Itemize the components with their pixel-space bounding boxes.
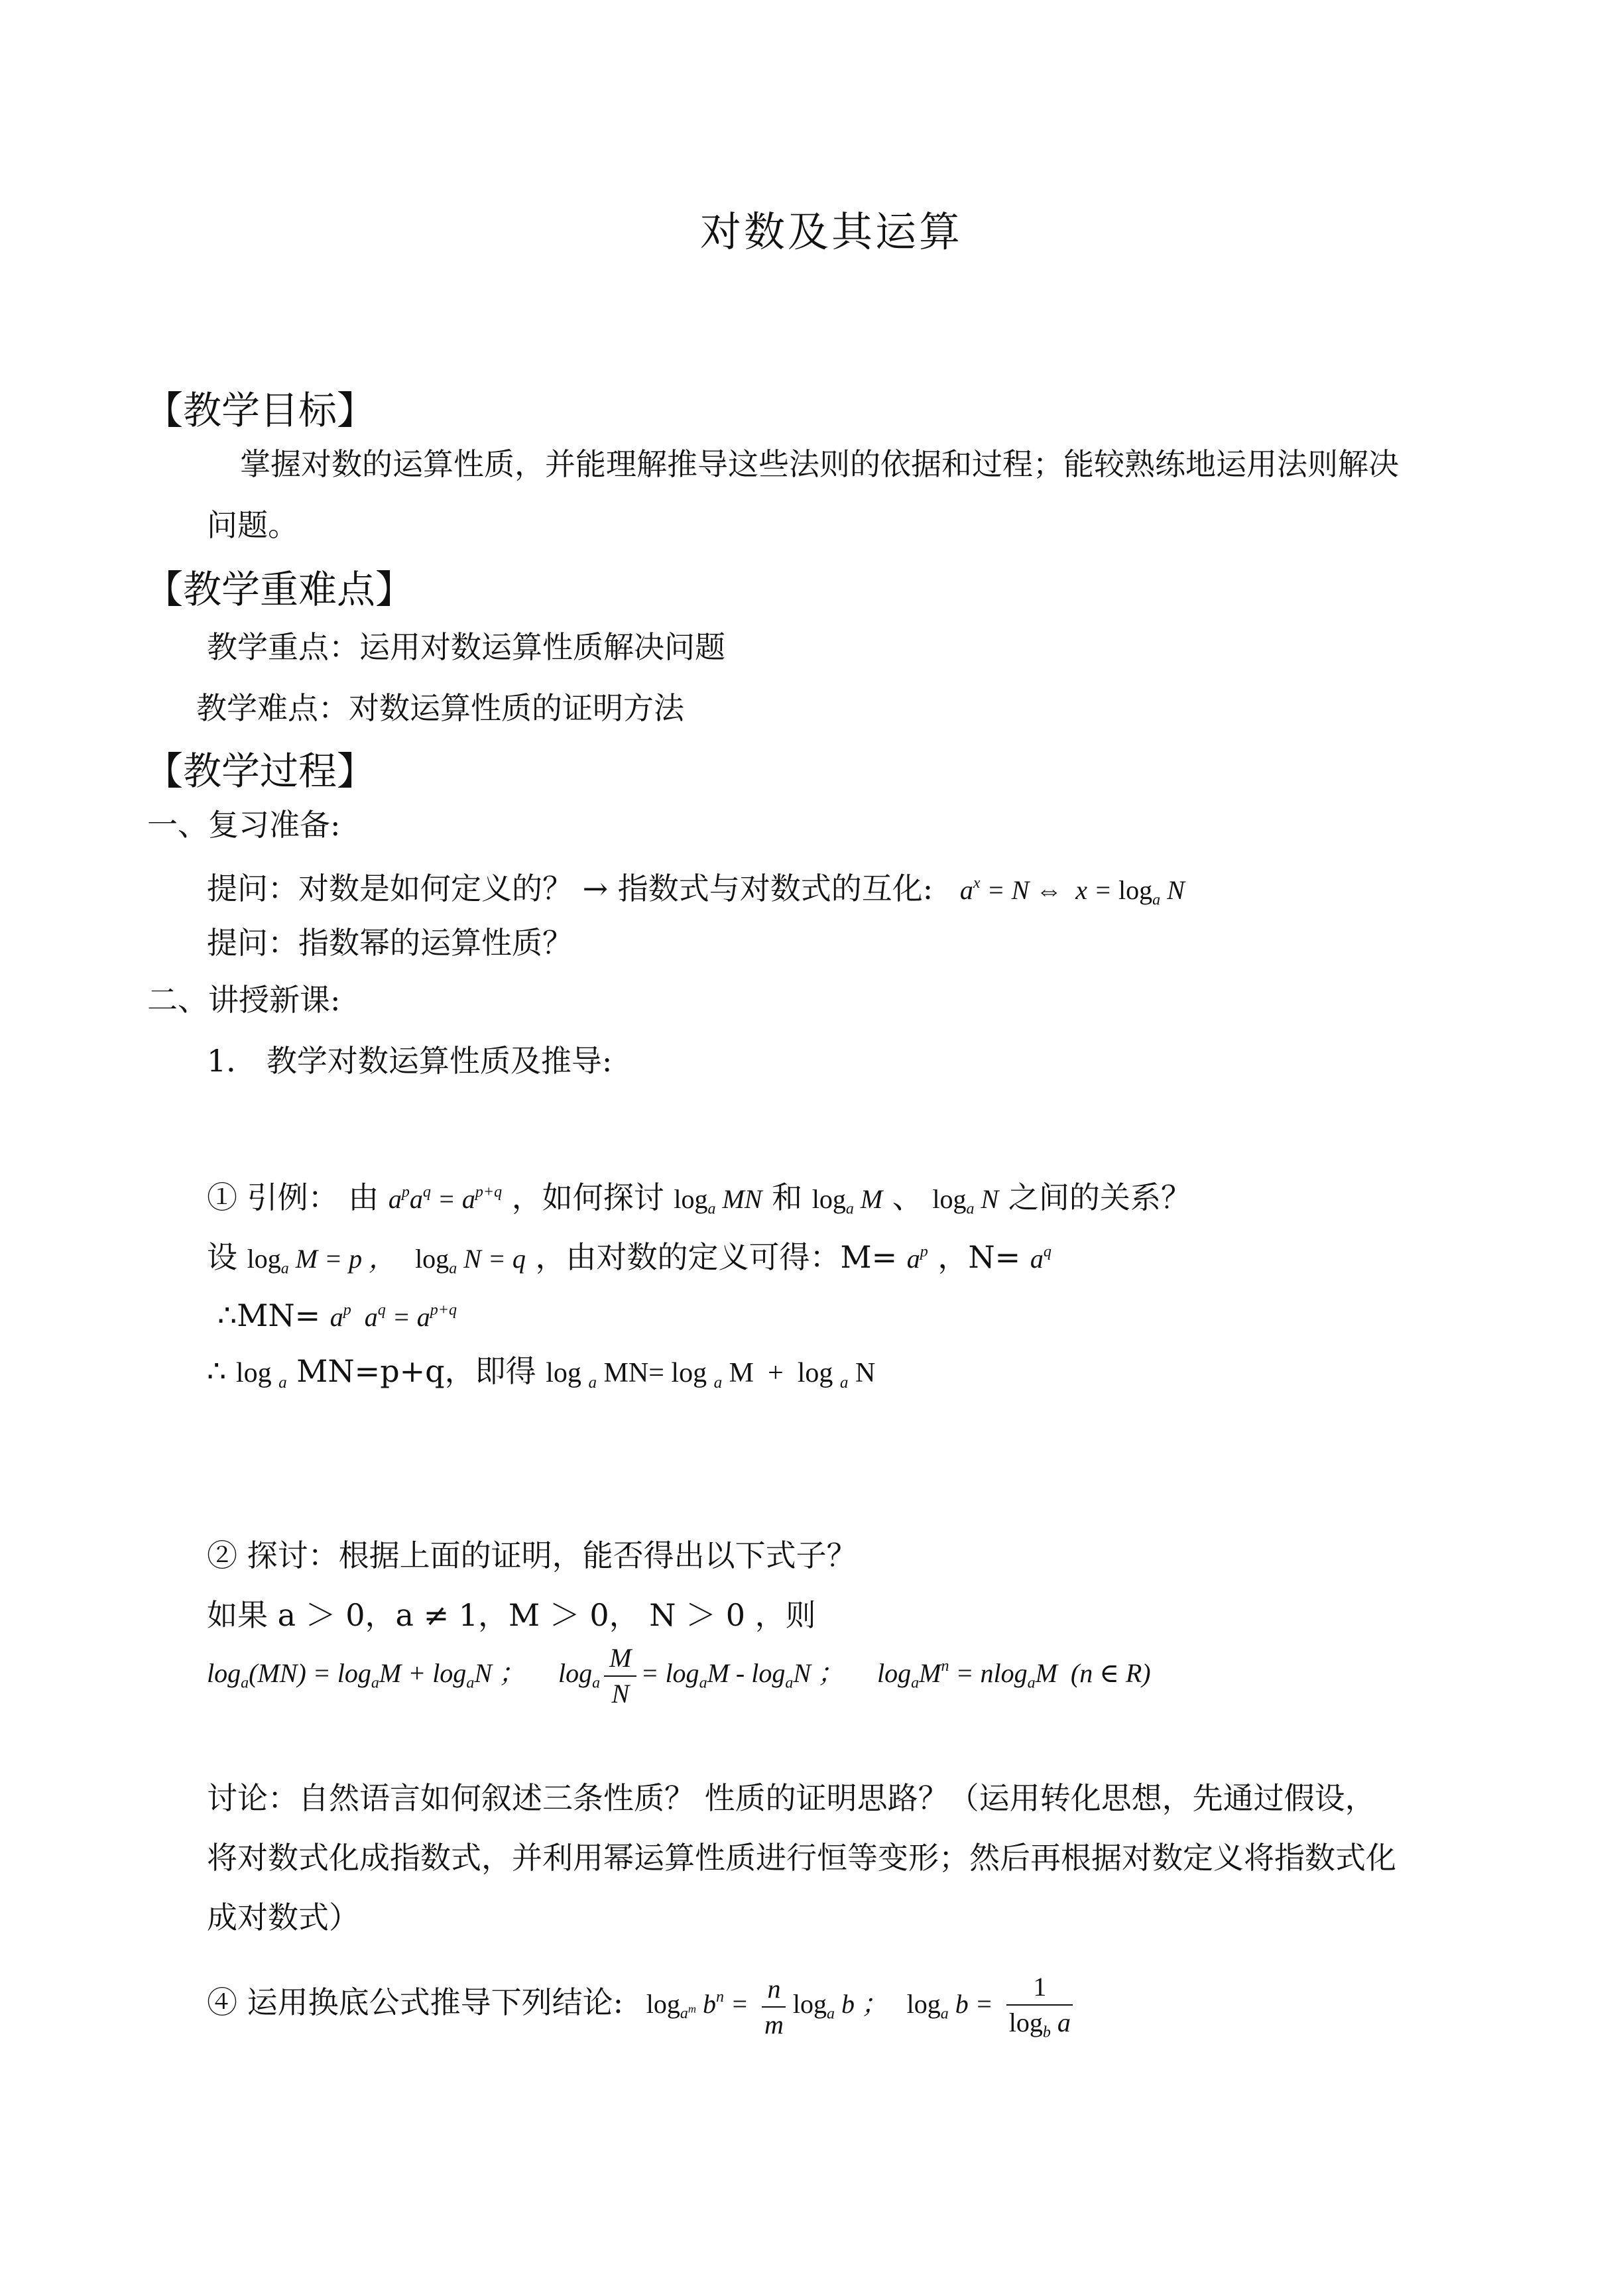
discussion-line-3: 成对数式） <box>207 1900 359 1935</box>
keypoint-difficulty: 教学难点：对数运算性质的证明方法 <box>196 690 684 726</box>
example-4 <box>207 1966 1080 2044</box>
let-n-text: ，N= <box>937 1239 1021 1275</box>
example-1-sep: 、 <box>892 1179 923 1215</box>
therefore-log-mn <box>207 1341 875 1414</box>
formula-mn-power: $a^p$ $a^q = a^{p+q}$ <box>330 1301 457 1332</box>
formula-power-product: $a^pa^q = a^{p+q}$ <box>388 1183 503 1214</box>
conditions: 如果 a ＞ 0，a ≠ 1，M ＞ 0， N ＞ 0 ，则 <box>207 1597 816 1633</box>
let-definition-text: ，由对数的定义可得：M= <box>535 1239 898 1275</box>
formula-product-rule: log $_a$ MN= log $_a$ M + log $_a$ N <box>546 1358 876 1392</box>
formula-log-m: $\log_a M$ <box>812 1183 883 1218</box>
formula-exp-log-equivalence: $a^x = N$ ⇔ $x = \log_a N$ <box>959 875 1185 909</box>
formula-log-mn: $\log_a$ MN <box>674 1183 762 1218</box>
therefore-symbol: ∴ <box>207 1353 227 1389</box>
formula-change-of-base-reciprocal: $\log_a b$ = $\frac{1}{\log_b a}$ <box>907 1989 1080 2019</box>
example-1-label: ① 引例： 由 <box>207 1179 379 1215</box>
new-lesson-heading: 二、讲授新课: <box>147 982 341 1018</box>
formula-log-a-label: log $_a$ <box>235 1358 287 1392</box>
example-1-and: 和 <box>772 1179 803 1215</box>
formula-log-n: $\log_a N$ <box>932 1183 999 1218</box>
example-1-question: ，如何探讨 <box>511 1179 664 1215</box>
item-1-heading: 1． 教学对数运算性质及推导: <box>207 1043 613 1079</box>
heading-keypoints: 【教学重难点】 <box>145 567 414 612</box>
example-1-relation: 之间的关系？ <box>1008 1179 1191 1215</box>
let-label: 设 <box>207 1239 237 1275</box>
therefore-mn <box>217 1280 457 1348</box>
question-definition-text: 提问：对数是如何定义的？ → 指数式与对数式的互化: <box>207 870 933 906</box>
keypoint-focus: 教学重点：运用对数运算性质解决问题 <box>207 629 725 665</box>
objectives-line-1: 掌握对数的运算性质，并能理解推导这些法则的依据和过程；能较熟练地运用法则解决 <box>240 446 1399 482</box>
heading-process: 【教学过程】 <box>145 749 376 794</box>
objectives-line-2: 问题。 <box>207 507 298 543</box>
formula-let-m: $\log_a M = p$ ， $\log_a N = q$ <box>247 1243 526 1278</box>
example-2: ② 探讨：根据上面的证明，能否得出以下式子？ <box>207 1538 857 1573</box>
therefore-mn-text: ∴MN= <box>217 1297 321 1333</box>
page-title: 对数及其运算 <box>700 208 963 256</box>
log-properties-formulas <box>207 1630 1151 1719</box>
heading-objectives: 【教学目标】 <box>145 388 376 433</box>
formula-log-product: $\log_a(MN) = \log_aM + \log_aN$ ； <box>207 1658 525 1692</box>
discussion-line-1: 讨论：自然语言如何叙述三条性质？ 性质的证明思路？（运用转化思想，先通过假设， <box>207 1780 1376 1816</box>
formula-change-of-base-power: $\log_{a^m} b^n$ = $\frac{n}{m}$ $\log_a b$ ； <box>646 1973 888 2039</box>
formula-log-power: $\log_aM^n = nlog_aM$ (n ∈ R) <box>877 1658 1151 1692</box>
discussion-line-2: 将对数式化成指数式，并利用幂运算性质进行恒等变形；然后再根据对数定义将指数式化 <box>207 1840 1396 1876</box>
formula-log-quotient: $\log_a$ $\frac{M}{N}$ = $\log_aM - \log_aN$ ； <box>558 1642 845 1709</box>
review-heading: 一、复习准备: <box>147 807 341 843</box>
formula-n-power: $a^q$ <box>1030 1243 1052 1274</box>
question-power-properties: 提问：指数幂的运算性质？ <box>207 925 573 961</box>
formula-m-power: $a^p$ <box>906 1243 928 1274</box>
example-4-text: ④ 运用换底公式推导下列结论: <box>207 1984 624 2020</box>
therefore-log-mn-text: MN=p+q，即得 <box>296 1353 536 1389</box>
